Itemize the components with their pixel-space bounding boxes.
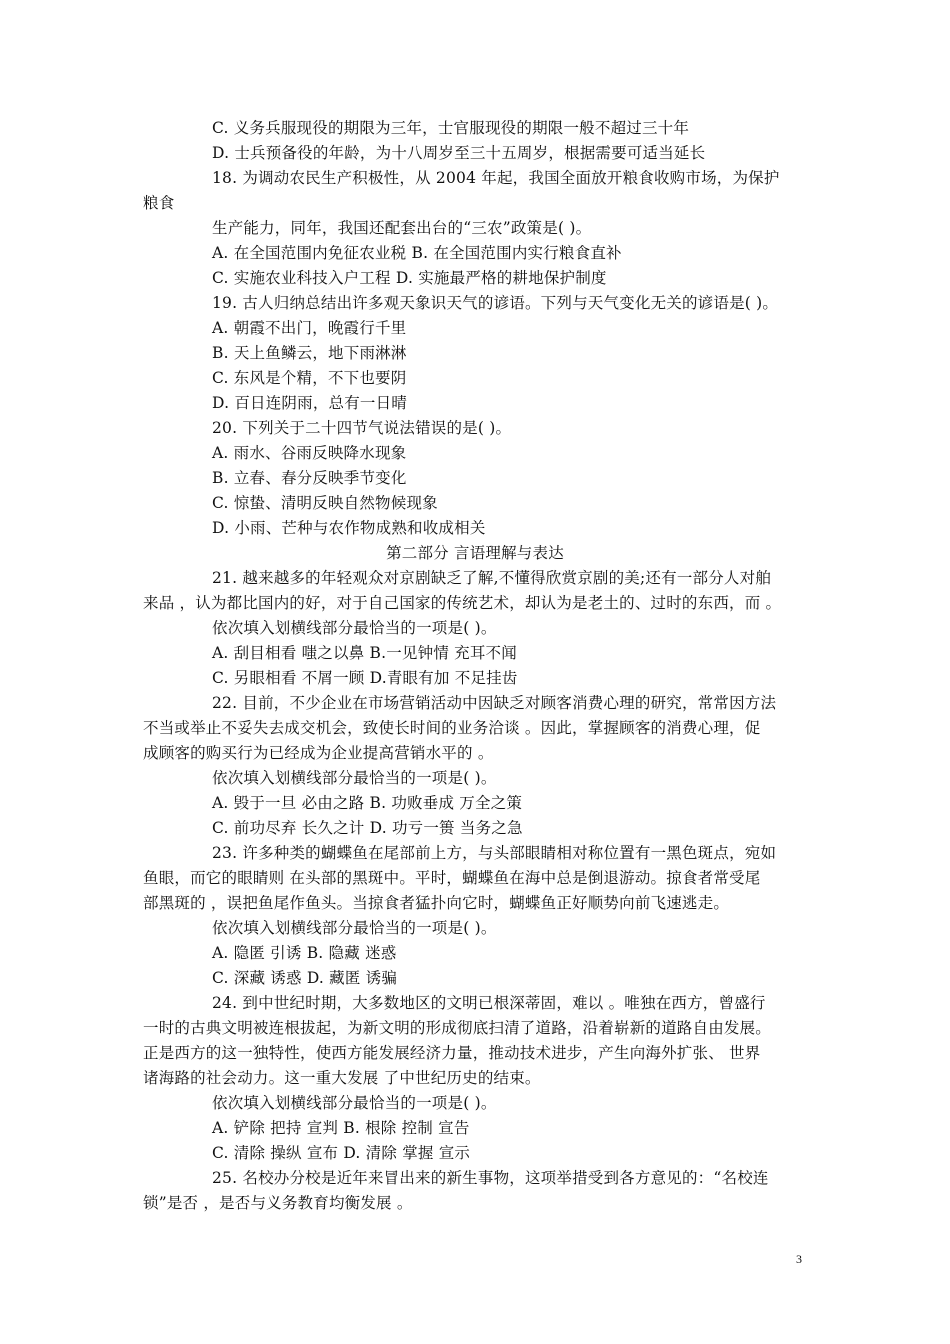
option-20b: B. 立春、春分反映季节变化 — [212, 469, 407, 487]
question-20: 20. 下列关于二十四节气说法错误的是( )。 — [212, 419, 512, 437]
question-23-prompt: 依次填入划横线部分最恰当的一项是( )。 — [212, 919, 497, 937]
question-21-cont: 来品 ，认为都比国内的好，对于自己国家的传统艺术，却认为是老土的、过时的东西，而 。 — [143, 594, 782, 612]
option-19d: D. 百日连阴雨，总有一日晴 — [212, 394, 408, 412]
option-20d: D. 小雨、芒种与农作物成熟和收成相关 — [212, 519, 486, 537]
question-25-cont: 锁”是否 ，是否与义务教育均衡发展 。 — [143, 1194, 413, 1212]
option-20a: A. 雨水、谷雨反映降水现象 — [212, 444, 407, 462]
question-24-cont3: 诸海路的社会动力。这一重大发展 了中世纪历史的结束。 — [143, 1069, 541, 1087]
option-24ab: A. 铲除 把持 宣判 B. 根除 控制 宣告 — [212, 1119, 470, 1137]
question-23: 23. 许多种类的蝴蝶鱼在尾部前上方，与头部眼睛相对称位置有一黑色斑点，宛如 — [212, 844, 777, 862]
option-21ab: A. 刮目相看 嗤之以鼻 B.一见钟情 充耳不闻 — [212, 644, 517, 662]
question-19: 19. 古人归纳总结出许多观天象识天气的谚语。下列与天气变化无关的谚语是( )。 — [212, 294, 779, 312]
question-24-cont: 一时的古典文明被连根拔起，为新文明的形成彻底扫清了道路，沿着崭新的道路自由发展。 — [143, 1019, 772, 1037]
question-24-cont2: 正是西方的这一独特性，使西方能发展经济力量，推动技术进步，产生向海外扩张、 世界 — [143, 1044, 761, 1062]
question-18-cont: 粮食 — [143, 194, 175, 212]
option-18ab: A. 在全国范围内免征农业税 B. 在全国范围内实行粮食直补 — [212, 244, 622, 262]
page-number: 3 — [796, 1252, 802, 1266]
option-19a: A. 朝霞不出门，晚霞行千里 — [212, 319, 407, 337]
question-21: 21. 越来越多的年轻观众对京剧缺乏了解,不懂得欣赏京剧的美;还有一部分人对舶 — [212, 569, 772, 587]
question-22: 22. 目前，不少企业在市场营销活动中因缺乏对顾客消费心理的研究，常常因方法 — [212, 694, 777, 712]
option-21cd: C. 另眼相看 不屑一顾 D.青眼有加 不足挂齿 — [212, 669, 518, 687]
option-17d: D. 士兵预备役的年龄，为十八周岁至三十五周岁，根据需要可适当延长 — [212, 144, 706, 162]
question-24: 24. 到中世纪时期，大多数地区的文明已根深蒂固，难以 。唯独在西方，曾盛行 — [212, 994, 766, 1012]
question-18: 18. 为调动农民生产积极性，从 2004 年起，我国全面放开粮食收购市场，为保护 — [212, 169, 780, 187]
question-23-cont2: 部黑斑的 ，误把鱼尾作鱼头。当掠食者猛扑向它时，蝴蝶鱼正好顺势向前飞速逃走。 — [143, 894, 730, 912]
question-23-cont: 鱼眼，而它的眼睛则 在头部的黑斑中。平时，蝴蝶鱼在海中总是倒退游动。掠食者常受尾 — [143, 869, 761, 887]
question-18-cont2: 生产能力，同年，我国还配套出台的“三农”政策是( )。 — [212, 219, 592, 237]
option-22ab: A. 毁于一旦 必由之路 B. 功败垂成 万全之策 — [212, 794, 523, 812]
option-17c: C. 义务兵服现役的期限为三年，士官服现役的期限一般不超过三十年 — [212, 119, 690, 137]
option-23cd: C. 深藏 诱惑 D. 藏匿 诱骗 — [212, 969, 398, 987]
option-24cd: C. 清除 操纵 宣布 D. 清除 掌握 宣示 — [212, 1144, 471, 1162]
option-20c: C. 惊蛰、清明反映自然物候现象 — [212, 494, 438, 512]
option-23ab: A. 隐匿 引诱 B. 隐藏 迷惑 — [212, 944, 397, 962]
option-18cd: C. 实施农业科技入户工程 D. 实施最严格的耕地保护制度 — [212, 269, 607, 287]
option-22cd: C. 前功尽弃 长久之计 D. 功亏一篑 当务之急 — [212, 819, 523, 837]
question-22-prompt: 依次填入划横线部分最恰当的一项是( )。 — [212, 769, 497, 787]
option-19b: B. 天上鱼鳞云，地下雨淋淋 — [212, 344, 407, 362]
section-heading: 第二部分 言语理解与表达 — [386, 544, 564, 562]
question-25: 25. 名校办分校是近年来冒出来的新生事物，这项举措受到各方意见的：“名校连 — [212, 1169, 769, 1187]
question-24-prompt: 依次填入划横线部分最恰当的一项是( )。 — [212, 1094, 497, 1112]
question-22-cont2: 成顾客的购买行为已经成为企业提高营销水平的 。 — [143, 744, 494, 762]
option-19c: C. 东风是个精，不下也要阴 — [212, 369, 407, 387]
question-21-prompt: 依次填入划横线部分最恰当的一项是( )。 — [212, 619, 497, 637]
question-22-cont: 不当或举止不妥失去成交机会，致使长时间的业务洽谈 。因此，掌握顾客的消费心理，促 — [143, 719, 761, 737]
